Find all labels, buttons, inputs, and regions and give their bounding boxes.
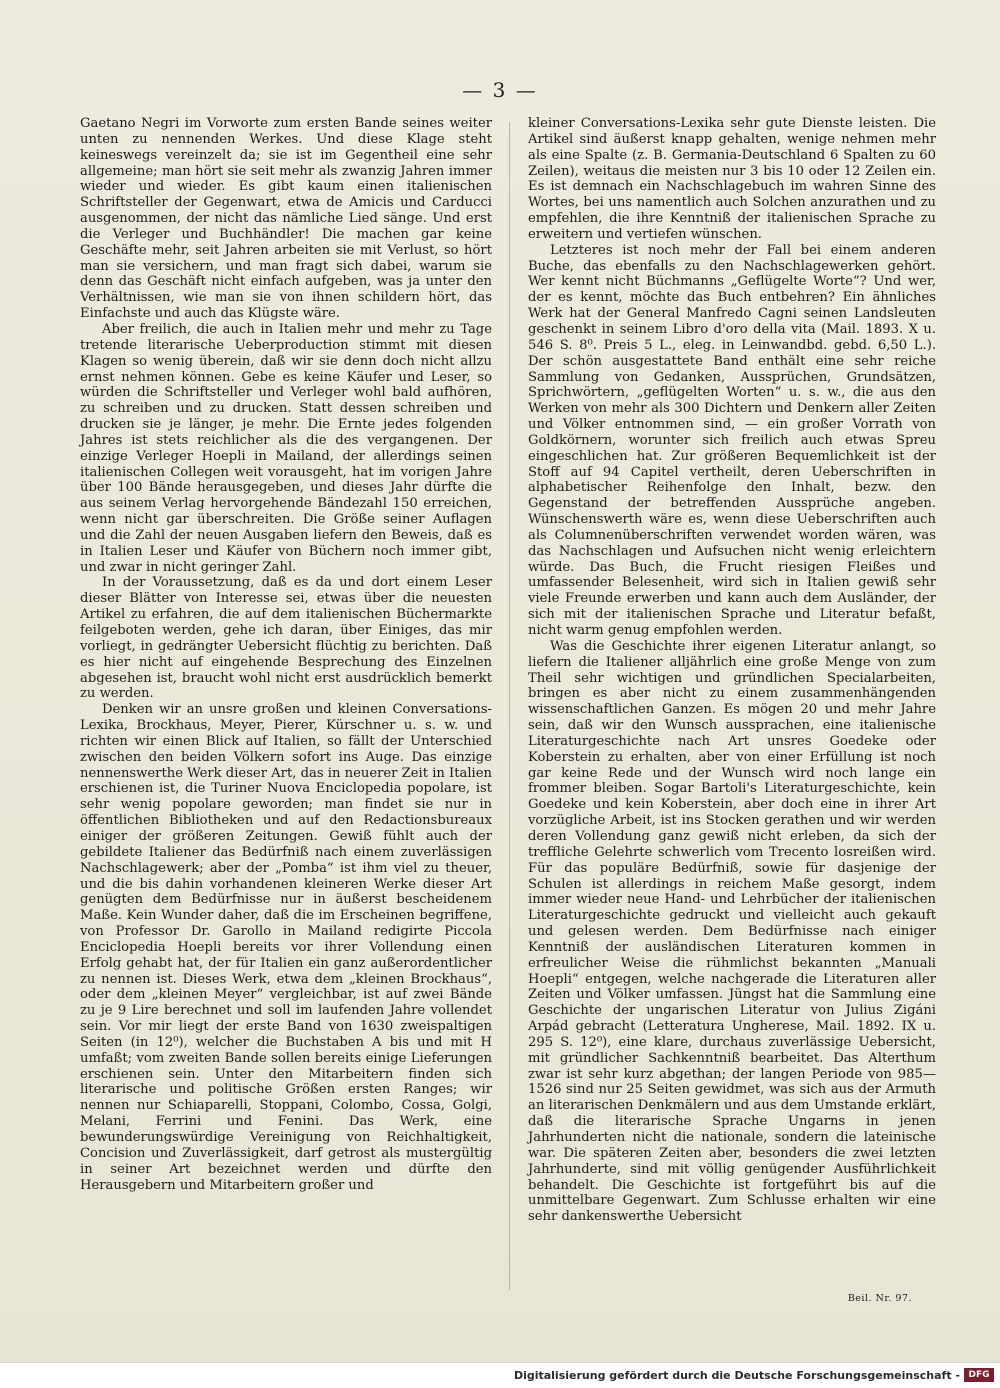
paragraph: Aber freilich, die auch in Italien mehr und mehr zu Tage tretende literarische Ueberproduction stimmt mit diesen Klagen so wenig überein, daß wir sie denn doch nicht allzu ernst nehmen können. Gebe es keine Käufer und Leser, so würden die Schriftsteller und Verleger wohl bald aufhören, zu schreiben und zu drucken. Statt dessen schreiben und drucken sie je länger, je mehr. Die Ernte jedes folgenden Jahres ist stets reichlicher als die des vergangenen. Der einzige Verleger Hoepli in Mailand, der allerdings seinen italienischen Collegen weit vorausgeht, hat im vorigen Jahre über 100 Bände herausgegeben, und dieses Jahr dürfte die aus seinem Verlag hervorgehende Bändezahl 150 erreichen, wenn nicht gar überschreiten. Die Größe seiner Auflagen und die Zahl der neuen Ausgaben liefern den Beweis, daß es in Italien Leser und Käufer von Büchern noch immer gibt, und zwar in nicht geringer Zahl. [80, 321, 492, 575]
column-divider [509, 122, 510, 1290]
paragraph: Gaetano Negri im Vorworte zum ersten Bande seines weiter unten zu nennenden Werkes. Und diese Klage steht keineswegs vereinzelt da; sie ist im Gegentheil eine sehr allgemeine; man hört sie seit mehr als zwanzig Jahren immer wieder und wieder. Es gibt kaum einen italienischen Schriftsteller der Gegenwart, etwa de Amicis und Carducci ausgenommen, der nicht das nämliche Lied sänge. Und erst die Verleger und Buchhändler! Die machen gar keine Geschäfte mehr, seit Jahren arbeiten sie mit Verlust, so hört man sie versichern, und man fragt sich dabei, warum sie denn das Geschäft nicht einfach aufgeben, was ja unter den Verhältnissen, wie man sie von ihnen schildern hört, das Einfachste und auch das Klügste wäre. [80, 116, 492, 322]
paragraph: In der Voraussetzung, daß es da und dort einem Leser dieser Blätter von Interesse sei, etwas über die neuesten Artikel zu erfahren, die auf dem italienischen Büchermarkte feilgeboten werden, gehe ich daran, über Einiges, das mir vorliegt, in gedrängter Uebersicht flüchtig zu berichten. Daß es hier nicht auf eingehende Besprechung des Einzelnen abgesehen ist, braucht wohl nicht erst ausdrücklich bemerkt zu werden. [80, 575, 492, 702]
footer-bar [0, 1362, 1000, 1388]
funding-notice: Digitalisierung gefördert durch die Deutsche Forschungsgemeinschaft - [513, 1369, 960, 1382]
supplement-signature: Beil. Nr. 97. [847, 1293, 912, 1304]
dfg-logo: DFG [964, 1368, 994, 1382]
paragraph: Denken wir an unsre großen und kleinen Conversations-Lexika, Brockhaus, Meyer, Pierer, Kürschner u. s. w. und richten wir einen Blick auf Italien, so fällt der Unterschied zwischen den beiden Völkern sofort ins Auge. Das einzige nennenswerthe Werk dieser Art, das in neuerer Zeit in Italien erschienen ist, die Turiner Nuova Enciclopedia popolare, ist sehr wenig popolare geworden; man findet sie nur in öffentlichen Bibliotheken und auf den Redactionsbureaux einiger der größeren Zeitungen. Gewiß fühlt auch der gebildete Italiener das Bedürfniß nach einem zuverlässigen Nachschlagewerk; aber der „Pomba“ ist ihm viel zu theuer, und die bis dahin vorhandenen kleineren Werke dieser Art genügten dem Bedürfnisse nur in äußerst bescheidenem Maße. Kein Wunder daher, daß die im Erscheinen begriffene, von Professor Dr. Garollo in Mailand redigirte Piccola Enciclopedia Hoepli bereits vor ihrer Vollendung einen Erfolg gehabt hat, der für Italien ein ganz außerordentlicher zu nennen ist. Dieses Werk, etwa dem „kleinen Brockhaus“, oder dem „kleinen Meyer“ vergleichbar, ist auf zwei Bände zu je 9 Lire berechnet und soll im laufenden Jahre vollendet sein. Vor mir liegt der erste Band von 1630 zweispaltigen Seiten (in 12⁰), welcher die Buchstaben A bis und mit H umfaßt; vom zweiten Bande sollen bereits einige Lieferungen erschienen sein. Unter den Mitarbeitern finden sich literarische und politische Größen ersten Ranges; wir nennen nur Schiaparelli, Stoppani, Colombo, Cossa, Golgi, Melani, Ferrini und Fenini. Das Werk, eine bewunderungswürdige Vereinigung von Reichhaltigkeit, Concision und Zuverlässigkeit, darf getrost als mustergültig in seiner Art bezeichnet werden und dürfte den Herausgebern und Mitarbeitern großer und [80, 702, 492, 1193]
paragraph: Was die Geschichte ihrer eigenen Literatur anlangt, so liefern die Italiener alljährlich eine große Menge von zum Theil sehr wichtigen und gründlichen Specialarbeiten, bringen es aber nicht zu einem zusammenhängenden wissenschaftlichen Ganzen. Es mögen 20 und mehr Jahre sein, daß wir den Wunsch aussprachen, eine italienische Literaturgeschichte nach Art unsres Goedeke oder Koberstein zu erhalten, aber von einer Erfüllung ist noch gar keine Rede und der Wunsch wird noch lange ein frommer bleiben. Sogar Bartoli's Literaturgeschichte, kein Goedeke und kein Koberstein, aber doch eine in ihrer Art vorzügliche Arbeit, ist ins Stocken gerathen und wir werden deren Vollendung ganz gewiß nicht erleben, da sich der treffliche Gelehrte schwerlich vom Trecento losreißen wird. Für das populäre Bedürfniß, sowie für dasjenige der Schulen ist allerdings in reichem Maße gesorgt, indem immer wieder neue Hand- und Lehrbücher der italienischen Literaturgeschichte gedruckt und vielleicht auch gekauft und gelesen werden. Dem Bedürfnisse nach einiger Kenntniß der ausländischen Literaturen kommen in erfreulicher Weise die rühmlichst bekannten „Manuali Hoepli“ entgegen, welche nachgerade die Literaturen aller Zeiten und Völker umfassen. Jüngst hat die Sammlung eine Geschichte der ungarischen Literatur von Julius Zigáni Arpád gebracht (Letteratura Ungherese, Mail. 1892. IX u. 295 S. 12⁰), eine klare, durchaus zuverlässige Uebersicht, mit gründlicher Sachkenntniß bearbeitet. Das Alterthum zwar ist sehr kurz abgethan; der langen Periode von 985—1526 sind nur 25 Seiten gewidmet, was sich aus der Armuth an literarischen Denkmälern und aus dem Umstande erklärt, daß die literarische Sprache Ungarns in jenen Jahrhunderten nicht die nationale, sondern die lateinische war. Die späteren Zeiten aber, besonders die zwei letzten Jahrhunderte, sind mit völlig genügender Ausführlichkeit behandelt. Die Geschichte ist fortgeführt bis auf die unmittelbare Gegenwart. Zum Schlusse erhalten wir eine sehr dankenswerthe Uebersicht [528, 638, 936, 1225]
page-number: — 3 — [462, 78, 538, 102]
right-column [528, 116, 936, 1225]
paragraph: kleiner Conversations-Lexika sehr gute Dienste leisten. Die Artikel sind äußerst knapp gehalten, wenige nehmen mehr als eine Spalte (z. B. Germania-Deutschland 6 Spalten zu 60 Zeilen), weitaus die meisten nur 3 bis 10 oder 12 Zeilen ein. Es ist demnach ein Nachschlagebuch im wahren Sinne des Wortes, bei uns namentlich auch Solchen anzurathen und zu empfehlen, die ihre Kenntniß der italienischen Sprache zu erweitern und vertiefen wünschen. [528, 116, 936, 242]
paragraph: Letzteres ist noch mehr der Fall bei einem anderen Buche, das ebenfalls zu den Nachschlagewerken gehört. Wer kennt nicht Büchmanns „Geflügelte Worte“? Und wer, der es kennt, möchte das Buch entbehren? Ein ähnliches Werk hat der General Manfredo Cagni seinen Landsleuten geschenkt in seinem Libro d'oro della vita (Mail. 1893. X u. 546 S. 8⁰. Preis 5 L., eleg. in Leinwandbd. gebd. 6,50 L.). Der schön ausgestattete Band enthält eine sehr reiche Sammlung von Gedanken, Aussprüchen, Grundsätzen, Sprichwörtern, „geflügelten Worten“ u. s. w., die aus den Werken von mehr als 300 Dichtern und Denkern aller Zeiten und Völker entnommen sind, — ein großer Vorrath von Goldkörnern, worunter sich freilich auch etwas Spreu eingeschlichen hat. Zur größeren Bequemlichkeit ist der Stoff auf 94 Capitel vertheilt, deren Ueberschriften in alphabetischer Reihenfolge den Inhalt, bezw. den Gegenstand der betreffenden Aussprüche angeben. Wünschenswerth wäre es, wenn diese Ueberschriften auch als Columnenüberschriften verwendet worden wären, was das Nachschlagen und Aufsuchen nicht wenig erleichtern würde. Das Buch, die Frucht riesigen Fleißes und umfassender Belesenheit, wird sich in Italien gewiß sehr viele Freunde erwerben und kann auch dem Ausländer, der sich mit der italienischen Sprache und Literatur befaßt, nicht warm genug empfohlen werden. [528, 242, 936, 638]
left-column [80, 116, 492, 1193]
